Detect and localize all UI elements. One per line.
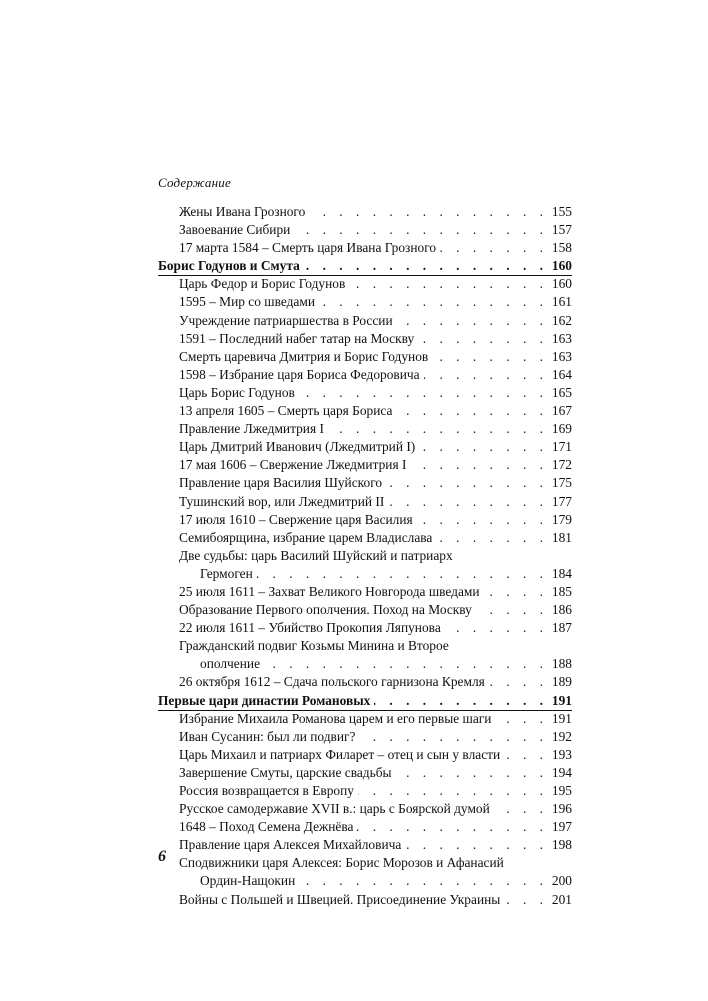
toc-entry-title: Тушинский вор, или Лжедмитрий II	[179, 493, 385, 509]
toc-entry	[158, 854, 572, 890]
toc-entry-title: Правление Лжедмитрия I	[179, 421, 324, 437]
toc-entry-page: 196	[551, 801, 572, 817]
dot-leader	[294, 221, 548, 239]
dot-leader	[424, 366, 548, 384]
toc-entry-title: Войны с Польшей и Швецией. Присоединение Украины	[179, 891, 501, 907]
toc-entry	[158, 493, 572, 511]
toc-entry-title: Сподвижники царя Алексея: Борис Морозов и Афанасий	[179, 855, 504, 871]
toc-entry-title: Смерть царевича Дмитрия и Борис Годунов	[179, 348, 429, 364]
toc-entry	[158, 547, 572, 583]
toc-entry	[158, 728, 572, 746]
toc-entry	[158, 800, 572, 818]
dot-leader	[328, 420, 548, 438]
toc-entry-title: Завершение Смуты, царские свадьбы	[179, 764, 392, 780]
toc-entry-page: 155	[551, 204, 572, 219]
toc-entry-page: 179	[551, 511, 572, 527]
dot-leader	[359, 728, 548, 746]
toc-entry-page: 191	[551, 710, 572, 726]
dot-leader	[304, 257, 548, 275]
toc-entry-page: 171	[551, 439, 572, 455]
toc-entry-title: 17 мая 1606 – Свержение Лжедмитрия I	[179, 457, 407, 473]
toc-entry-title: Правление царя Алексея Михайловича	[179, 837, 402, 853]
toc-entry	[158, 836, 572, 854]
toc-entry-title: 17 июля 1610 – Свержение царя Василия	[179, 511, 413, 527]
dot-leader	[484, 583, 548, 601]
toc-entry-title: Избрание Михаила Романова царем и его первые шаги	[179, 710, 492, 726]
toc-entry	[158, 746, 572, 764]
dot-leader	[397, 312, 548, 330]
toc-section-heading	[158, 692, 572, 710]
toc-entry	[158, 637, 572, 673]
toc-entry-title: Жены Ивана Грозного	[179, 204, 306, 219]
toc-entry-page: 187	[551, 620, 572, 636]
toc-entry-title: Россия возвращается в Европу	[179, 783, 354, 798]
toc-entry-title: Борис Годунов и Смута	[158, 258, 300, 274]
dot-leader	[299, 872, 548, 890]
toc-entry-title: Правление царя Василия Шуйского	[179, 475, 383, 491]
toc-entry-page: 162	[551, 312, 572, 328]
dot-leader	[357, 818, 548, 836]
toc-entry	[158, 384, 572, 402]
dot-leader	[417, 511, 548, 529]
toc-entry	[158, 764, 572, 782]
toc-entry	[158, 456, 572, 474]
toc-entry	[158, 583, 572, 601]
toc-entry-title: 25 июля 1611 – Захват Великого Новгорода шведами	[179, 583, 480, 599]
toc-entry	[158, 474, 572, 492]
toc-entry	[158, 275, 572, 293]
dot-leader	[504, 746, 548, 764]
toc-entry-title: ополчение	[200, 656, 261, 672]
dot-leader	[386, 474, 548, 492]
toc-entry-page: 164	[551, 366, 572, 382]
dot-leader	[388, 493, 548, 511]
toc-entry	[158, 366, 572, 384]
toc-entry	[158, 438, 572, 456]
dot-leader	[405, 836, 548, 854]
toc-entry	[158, 782, 572, 800]
toc-entry	[158, 330, 572, 348]
dot-leader	[494, 800, 548, 818]
toc-entry-page: 160	[551, 258, 572, 274]
toc-entry-page: 160	[551, 276, 572, 292]
toc-entry	[158, 529, 572, 547]
toc-entry-title: Образование Первого ополчения. Поход на Москву	[179, 602, 472, 618]
dot-leader	[396, 402, 548, 420]
dot-leader	[432, 348, 548, 366]
toc-entry-title: Царь Михаил и патриарх Филарет – отец и сын у власти	[179, 746, 501, 762]
toc-entry-title: 1648 – Поход Семена Дежнёва	[179, 819, 354, 835]
toc-entry-title: 26 октября 1612 – Сдача польского гарнизона Кремля	[179, 674, 485, 690]
toc-entry-page: 181	[551, 529, 572, 545]
toc-entry-page: 161	[551, 294, 572, 310]
toc-entry	[158, 293, 572, 311]
dot-leader	[495, 710, 548, 728]
toc-entry-page: 192	[551, 728, 572, 744]
dot-leader	[504, 891, 548, 909]
toc-entry-title: Завоевание Сибири	[179, 222, 291, 238]
dot-leader	[419, 438, 548, 456]
toc-entry-title: Иван Сусанин: был ли подвиг?	[179, 728, 356, 744]
toc-entry-page: 189	[551, 674, 572, 690]
toc-entry	[158, 312, 572, 330]
toc-entry	[158, 402, 572, 420]
toc-entry-page: 201	[551, 891, 572, 907]
toc-entry-title: 1595 – Мир со шведами	[179, 294, 315, 310]
toc-entry-page: 163	[551, 330, 572, 346]
toc-entry-title: Ордин-Нащокин	[200, 873, 296, 889]
dot-leader	[299, 384, 548, 402]
toc-entry-page: 184	[551, 565, 572, 581]
dot-leader	[349, 275, 548, 293]
toc-entry	[158, 221, 572, 239]
dot-leader	[410, 456, 548, 474]
toc-entry-page: 172	[551, 457, 572, 473]
dot-leader	[264, 655, 548, 673]
toc-entry-title: 13 апреля 1605 – Смерть царя Бориса	[179, 403, 393, 419]
toc-entry-title: Царь Федор и Борис Годунов	[179, 276, 346, 292]
toc-entry	[158, 619, 572, 637]
toc-entry-title: 1591 – Последний набег татар на Москву	[179, 330, 415, 346]
toc-entry-page: 169	[551, 421, 572, 437]
dot-leader	[374, 692, 548, 710]
toc-entry-page: 167	[551, 403, 572, 419]
toc-entry-page: 163	[551, 348, 572, 364]
toc-entry-title: Гермоген	[200, 565, 253, 581]
toc-entry	[158, 710, 572, 728]
dot-leader	[358, 782, 548, 800]
toc-entry-page: 197	[551, 819, 572, 835]
toc-entry	[158, 348, 572, 366]
dot-leader	[436, 529, 548, 547]
toc-entry-page: 186	[551, 602, 572, 618]
dot-leader	[440, 239, 548, 257]
toc-entry-title: Гражданский подвиг Козьмы Минина и Второе	[179, 638, 449, 654]
toc-entry-title: Семибоярщина, избрание царем Владислава	[179, 529, 433, 545]
toc-entry-page: 177	[551, 493, 572, 509]
dot-leader	[476, 601, 548, 619]
toc-entry-title: Царь Борис Годунов	[179, 384, 295, 400]
toc-entry-title: 22 июля 1611 – Убийство Прокопия Ляпунова	[179, 620, 441, 636]
dot-leader	[489, 673, 548, 691]
table-of-contents	[158, 203, 572, 909]
dot-leader	[309, 203, 548, 221]
toc-entry-page: 165	[551, 384, 572, 400]
dot-leader	[418, 330, 548, 348]
page-number: 6	[158, 848, 166, 865]
toc-entry	[158, 420, 572, 438]
toc-entry-title: Первые цари династии Романовых	[158, 692, 371, 708]
toc-entry-title: 1598 – Избрание царя Бориса Федоровича	[179, 366, 420, 382]
toc-entry-page: 195	[551, 783, 572, 798]
toc-entry-page: 175	[551, 475, 572, 491]
toc-entry	[158, 511, 572, 529]
toc-entry-title: Русское самодержавие XVII в.: царь с Боярской думой	[179, 801, 490, 817]
toc-entry-page: 188	[551, 656, 572, 672]
toc-entry	[158, 601, 572, 619]
toc-entry-page: 198	[551, 837, 572, 853]
toc-entry-title: Учреждение патриаршества в России	[179, 312, 393, 328]
toc-entry-title: Царь Дмитрий Иванович (Лжедмитрий I)	[179, 439, 416, 455]
toc-section-heading	[158, 257, 572, 275]
toc-entry	[158, 239, 572, 257]
toc-entry-page: 157	[551, 222, 572, 238]
toc-entry	[158, 203, 572, 221]
dot-leader	[319, 293, 548, 311]
toc-entry-page: 185	[551, 583, 572, 599]
toc-entry	[158, 673, 572, 691]
toc-entry-title: Две судьбы: царь Василий Шуйский и патриарх	[179, 547, 453, 563]
toc-entry-page: 158	[551, 240, 572, 256]
running-header: Содержание	[158, 175, 231, 190]
toc-entry-title: 17 марта 1584 – Смерть царя Ивана Грозного	[179, 240, 437, 256]
dot-leader	[257, 565, 548, 583]
toc-entry-page: 191	[551, 692, 572, 708]
toc-entry-page: 193	[551, 746, 572, 762]
dot-leader	[445, 619, 548, 637]
toc-entry	[158, 818, 572, 836]
toc-entry-page: 200	[551, 873, 572, 889]
toc-entry-page: 194	[551, 764, 572, 780]
dot-leader	[396, 764, 548, 782]
toc-entry	[158, 891, 572, 909]
